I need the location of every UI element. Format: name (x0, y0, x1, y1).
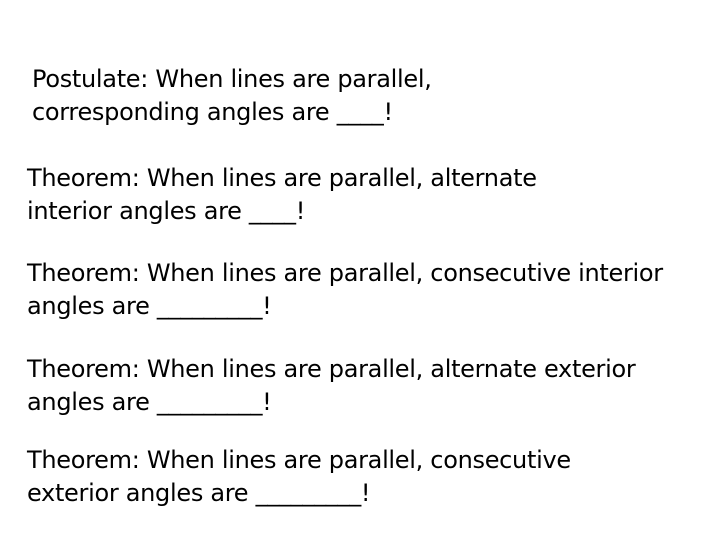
theorem-alternate-interior-angles (27, 162, 537, 228)
statement-line-1: Theorem: When lines are parallel, consecutive interior (27, 259, 663, 287)
statement-line-2: exterior angles are _________! (27, 479, 371, 507)
statement-line-1: Postulate: When lines are parallel, (32, 65, 432, 93)
theorem-consecutive-interior-angles (27, 257, 663, 323)
statement-line-1: Theorem: When lines are parallel, consecutive (27, 446, 571, 474)
postulate-corresponding-angles (32, 63, 432, 129)
theorem-consecutive-exterior-angles (27, 444, 571, 510)
statement-line-1: Theorem: When lines are parallel, alternate (27, 164, 537, 192)
statement-line-2: angles are _________! (27, 292, 272, 320)
theorem-alternate-exterior-angles (27, 353, 635, 419)
statement-line-2: corresponding angles are ____! (32, 98, 393, 126)
statement-line-2: angles are _________! (27, 388, 272, 416)
statement-line-2: interior angles are ____! (27, 197, 306, 225)
statement-line-1: Theorem: When lines are parallel, alternate exterior (27, 355, 636, 383)
